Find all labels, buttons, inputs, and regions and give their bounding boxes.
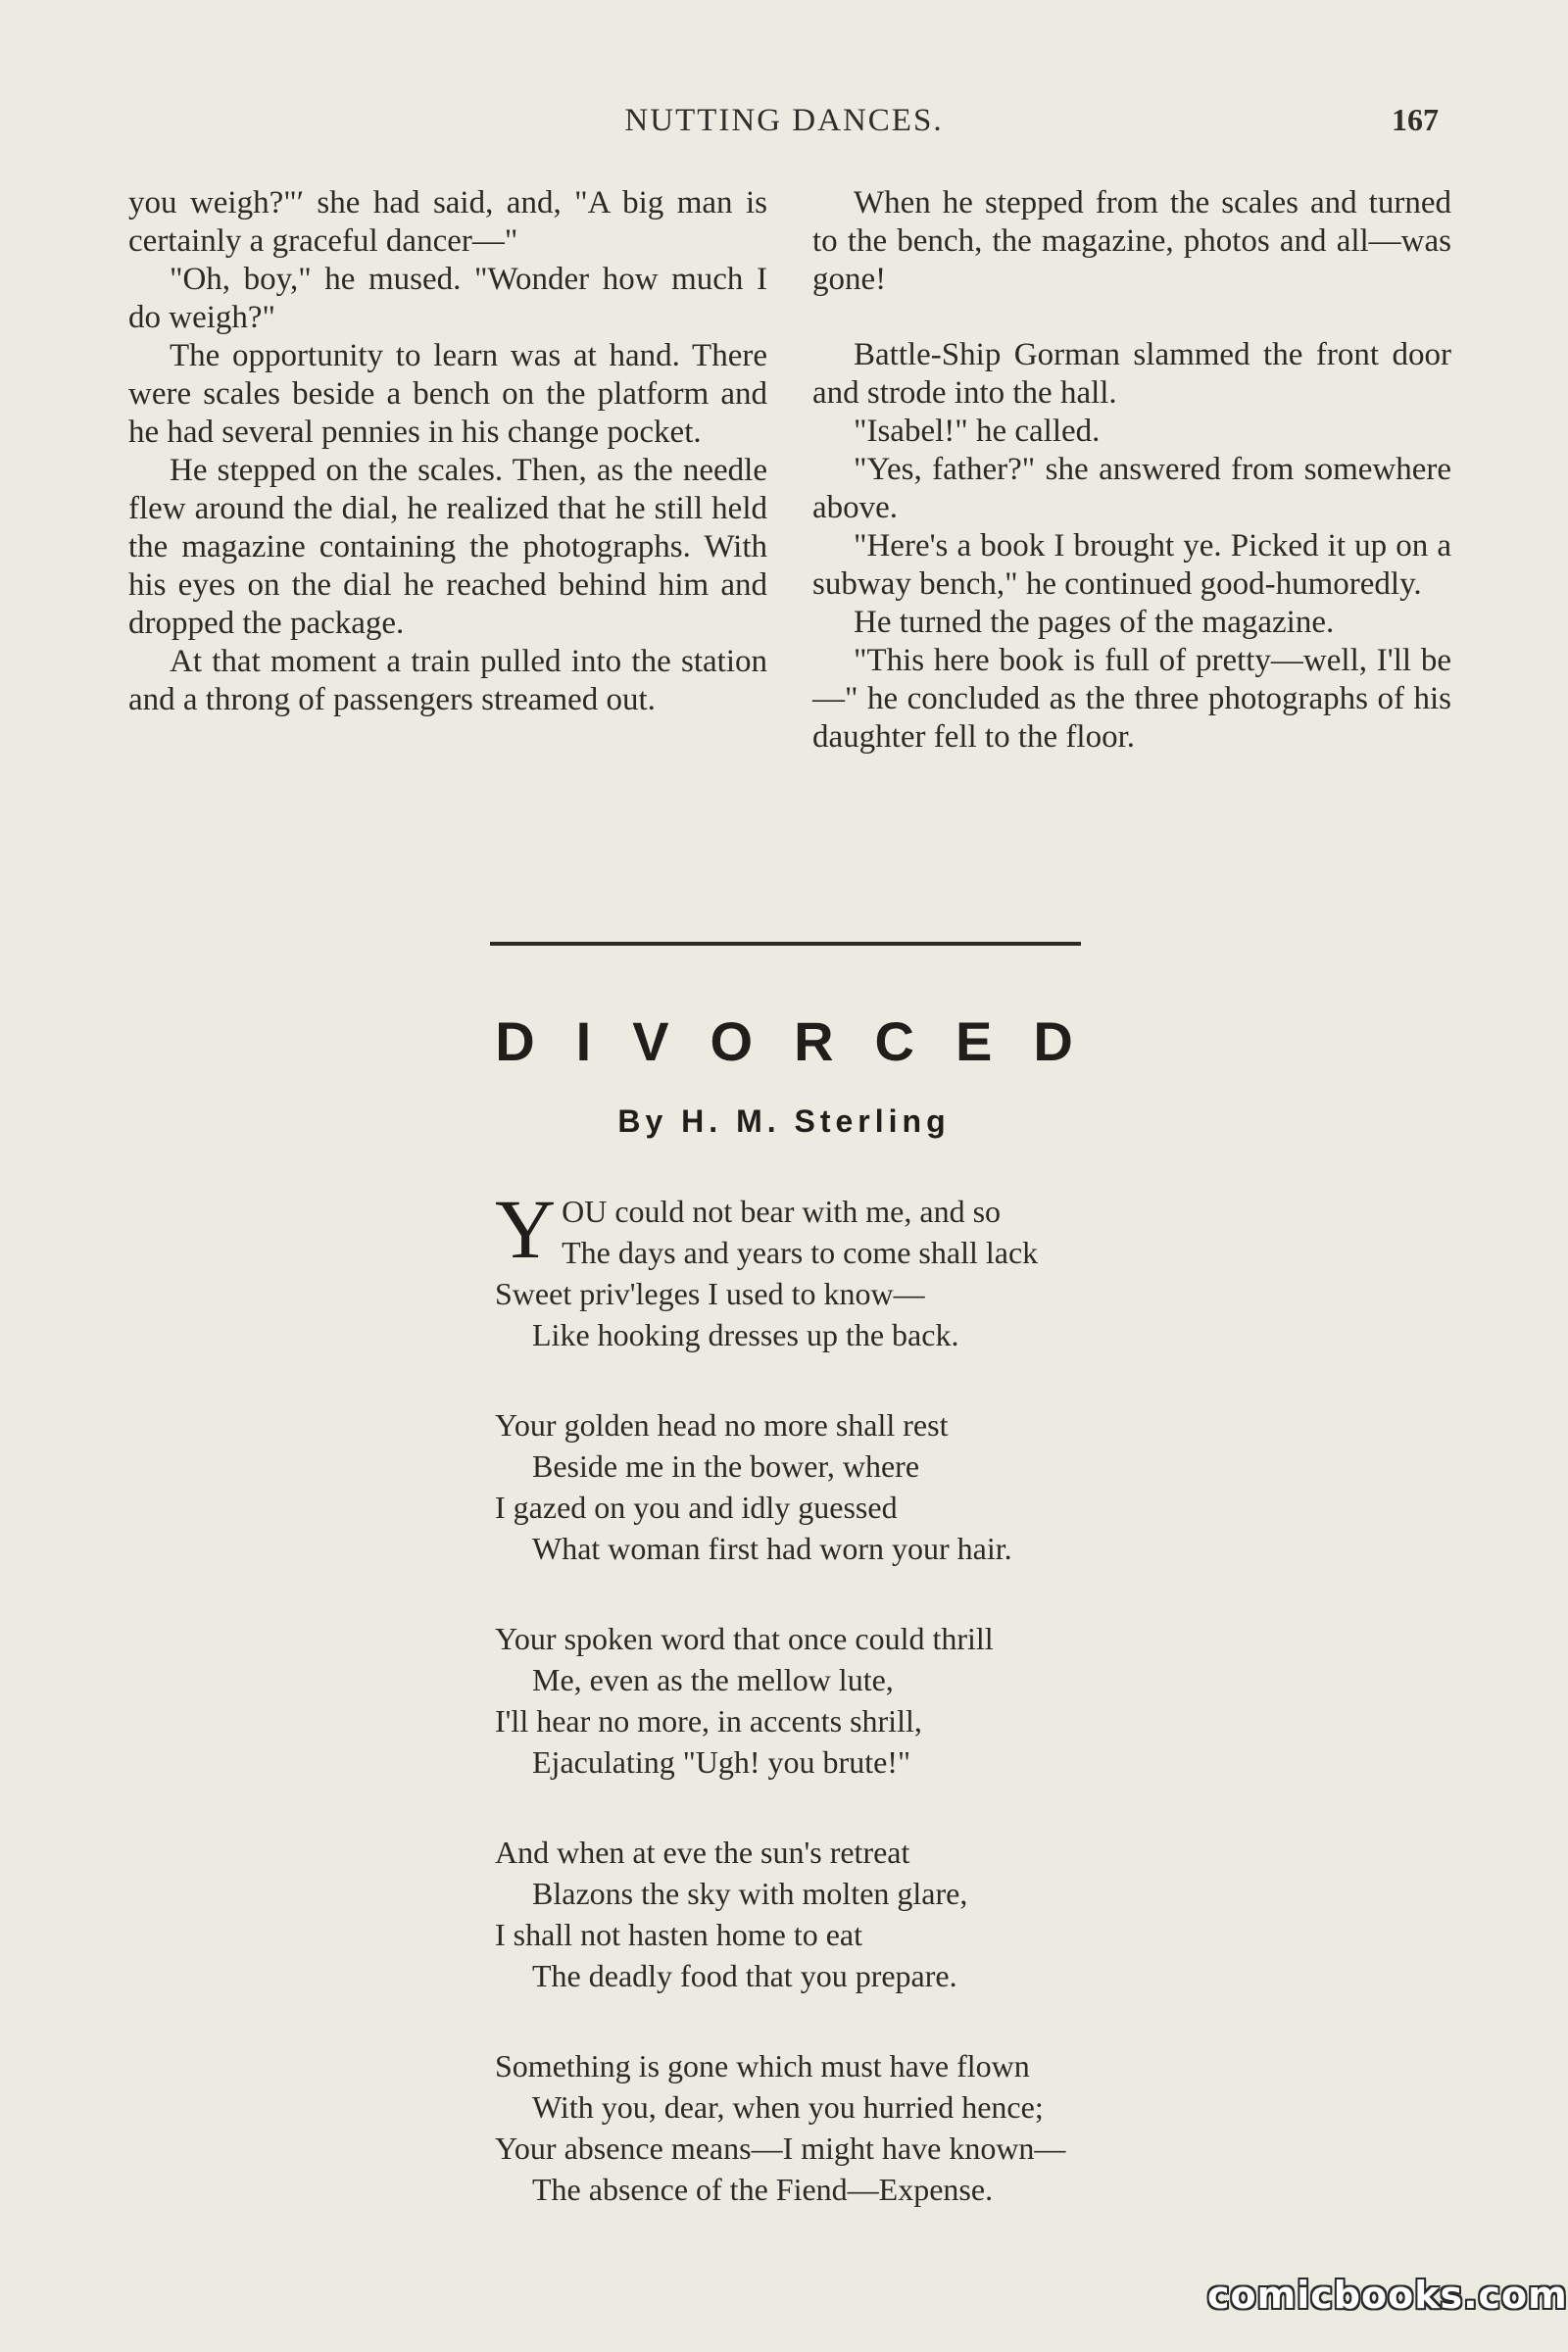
- poem-stanza: [495, 1832, 1279, 1996]
- poem-line: Beside me in the bower, where: [532, 1448, 920, 1484]
- story-paragraph: "Isabel!" he called.: [854, 414, 1101, 449]
- story-paragraph: When he stepped from the scales and turned to the bench, the magazine, photos and all—was gone!: [812, 185, 1451, 297]
- story-left-column: [128, 184, 767, 719]
- story-paragraph: "Yes, father?" she answered from somewhere above.: [812, 452, 1451, 525]
- story-paragraph: At that moment a train pulled into the station and a throng of passengers streamed out.: [128, 644, 767, 717]
- story-paragraph: "This here book is full of pretty—well, I'll be—" he concluded as the three photographs of his daughter fell to the floor.: [812, 643, 1451, 755]
- poem-line: Your absence means—I might have known—: [495, 2131, 1066, 2166]
- poem-stanza: [495, 1618, 1279, 1783]
- poem-line: I shall not hasten home to eat: [495, 1917, 863, 1952]
- poem-line: The days and years to come shall lack: [562, 1235, 1039, 1270]
- poem-line: Blazons the sky with molten glare,: [532, 1876, 968, 1911]
- story-paragraph: "Here's a book I brought ye. Picked it up on a subway bench," he continued good-humoredly.: [812, 528, 1451, 602]
- poem-stanza: [495, 2045, 1279, 2210]
- poem-line: I'll hear no more, in accents shrill,: [495, 1703, 922, 1739]
- story-right-column: [812, 184, 1451, 757]
- poem-line: Sweet priv'leges I used to know—: [495, 1276, 925, 1311]
- story-paragraph: He turned the pages of the magazine.: [854, 605, 1335, 640]
- story-paragraph: you weigh?"′ she had said, and, "A big man is certainly a graceful dancer—": [128, 185, 767, 259]
- story-paragraph: Battle-Ship Gorman slammed the front door and strode into the hall.: [812, 337, 1451, 411]
- poem-line: The absence of the Fiend—Expense.: [532, 2172, 994, 2207]
- section-divider: [490, 942, 1081, 946]
- poem-line: Your spoken word that once could thrill: [495, 1621, 994, 1656]
- poem-body: [495, 1182, 1279, 2259]
- site-watermark: comicbooks.com: [1207, 2274, 1568, 2317]
- poem-line: I gazed on you and idly guessed: [495, 1490, 898, 1525]
- poem-line: Your golden head no more shall rest: [495, 1407, 949, 1443]
- poem-line: And when at eve the sun's retreat: [495, 1835, 910, 1870]
- poem-line: What woman first had worn your hair.: [532, 1531, 1012, 1566]
- page-number: 167: [1392, 102, 1439, 137]
- poem-line: Me, even as the mellow lute,: [532, 1662, 894, 1697]
- poem-line: Like hooking dresses up the back.: [532, 1317, 959, 1352]
- poem-line: Something is gone which must have flown: [495, 2048, 1030, 2083]
- poem-line: Ejaculating "Ugh! you brute!": [532, 1744, 911, 1780]
- story-paragraph: "Oh, boy," he mused. "Wonder how much I do weigh?": [128, 262, 767, 335]
- poem-line: With you, dear, when you hurried hence;: [532, 2089, 1044, 2125]
- poem-line: OU could not bear with me, and so: [562, 1194, 1002, 1229]
- running-head: NUTTING DANCES.: [624, 103, 944, 138]
- poem-line: The deadly food that you prepare.: [532, 1958, 957, 1993]
- poem-stanza: [495, 1182, 1279, 1355]
- story-paragraph: The opportunity to learn was at hand. There were scales beside a bench on the platform and he had several pennies in his change pocket.: [128, 338, 767, 450]
- story-paragraph: He stepped on the scales. Then, as the needle flew around the dial, he realized that he still held the magazine containing the photographs. With his eyes on the dial he reached behind him and dropped the package.: [128, 453, 767, 641]
- poem-title: DIVORCED: [495, 1010, 1114, 1072]
- poem-stanza: [495, 1404, 1279, 1569]
- poem-byline: By H. M. Sterling: [617, 1103, 951, 1139]
- drop-cap: Y: [495, 1182, 557, 1276]
